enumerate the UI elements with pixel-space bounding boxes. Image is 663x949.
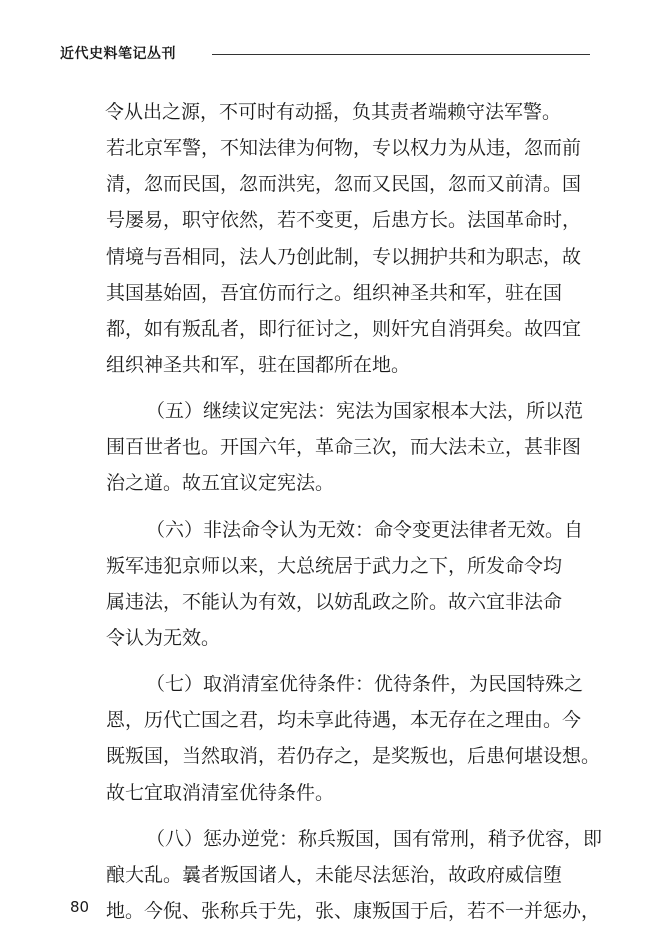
text-line: 若北京军警，不知法律为何物，专以权力为从违，忽而前 — [106, 137, 582, 160]
text-line: （五）继续议定宪法：宪法为国家根本大法，所以范 — [146, 400, 584, 423]
page-number: 80 — [70, 898, 90, 916]
text-line: 地。今倪、张称兵于先，张、康叛国于后，若不一并惩办， — [106, 899, 601, 922]
text-line: （七）取消清室优待条件：优待条件，为民国特殊之 — [146, 673, 584, 696]
text-line: 号屡易，职守依然，若不变更，后患方长。法国革命时， — [106, 209, 582, 232]
text-line: 故七宜取消清室优待条件。 — [106, 781, 335, 804]
text-line: 组织神圣共和军，驻在国都所在地。 — [106, 353, 411, 376]
text-line: 围百世者也。开国六年，革命三次，而大法未立，甚非图 — [106, 436, 582, 459]
series-title: 近代史料笔记丛刊 — [60, 46, 176, 62]
text-line: 属违法，不能认为有效，以妨乱政之阶。故六宜非法命 — [106, 590, 563, 613]
text-line: （六）非法命令认为无效：命令变更法律者无效。自 — [146, 518, 584, 541]
text-line: 恩，历代亡国之君，均未享此待遇，本无存在之理由。今 — [106, 709, 582, 732]
body-text — [105, 94, 603, 929]
text-line: 令认为无效。 — [106, 626, 221, 649]
header-rule — [212, 54, 590, 55]
text-line: 叛军违犯京师以来，大总统居于武力之下，所发命令均 — [106, 554, 563, 577]
text-line: 令从出之源，不可时有动摇，负其责者端赖守法军警。 — [105, 101, 562, 123]
text-line: 酿大乱。曩者叛国诸人，未能尽法惩治，故政府威信堕 — [106, 863, 563, 886]
text-line: 既叛国，当然取消，若仍存之，是奖叛也，后患何堪设想。 — [106, 745, 601, 768]
text-line: 情境与吾相同，法人乃创此制，专以拥护共和为职志，故 — [106, 245, 582, 268]
text-line: 其国基始固，吾宜仿而行之。组织神圣共和军，驻在国 — [106, 281, 563, 304]
text-line: （八）惩办逆党：称兵叛国，国有常刑，稍予优容，即 — [146, 827, 603, 850]
running-header — [60, 44, 590, 64]
text-line: 清，忽而民国，忽而洪宪，忽而又民国，忽而又前清。国 — [106, 173, 582, 196]
text-line: 治之道。故五宜议定宪法。 — [106, 472, 335, 495]
text-line: 都，如有叛乱者，即行征讨之，则奸宄自消弭矣。故四宜 — [106, 317, 582, 340]
